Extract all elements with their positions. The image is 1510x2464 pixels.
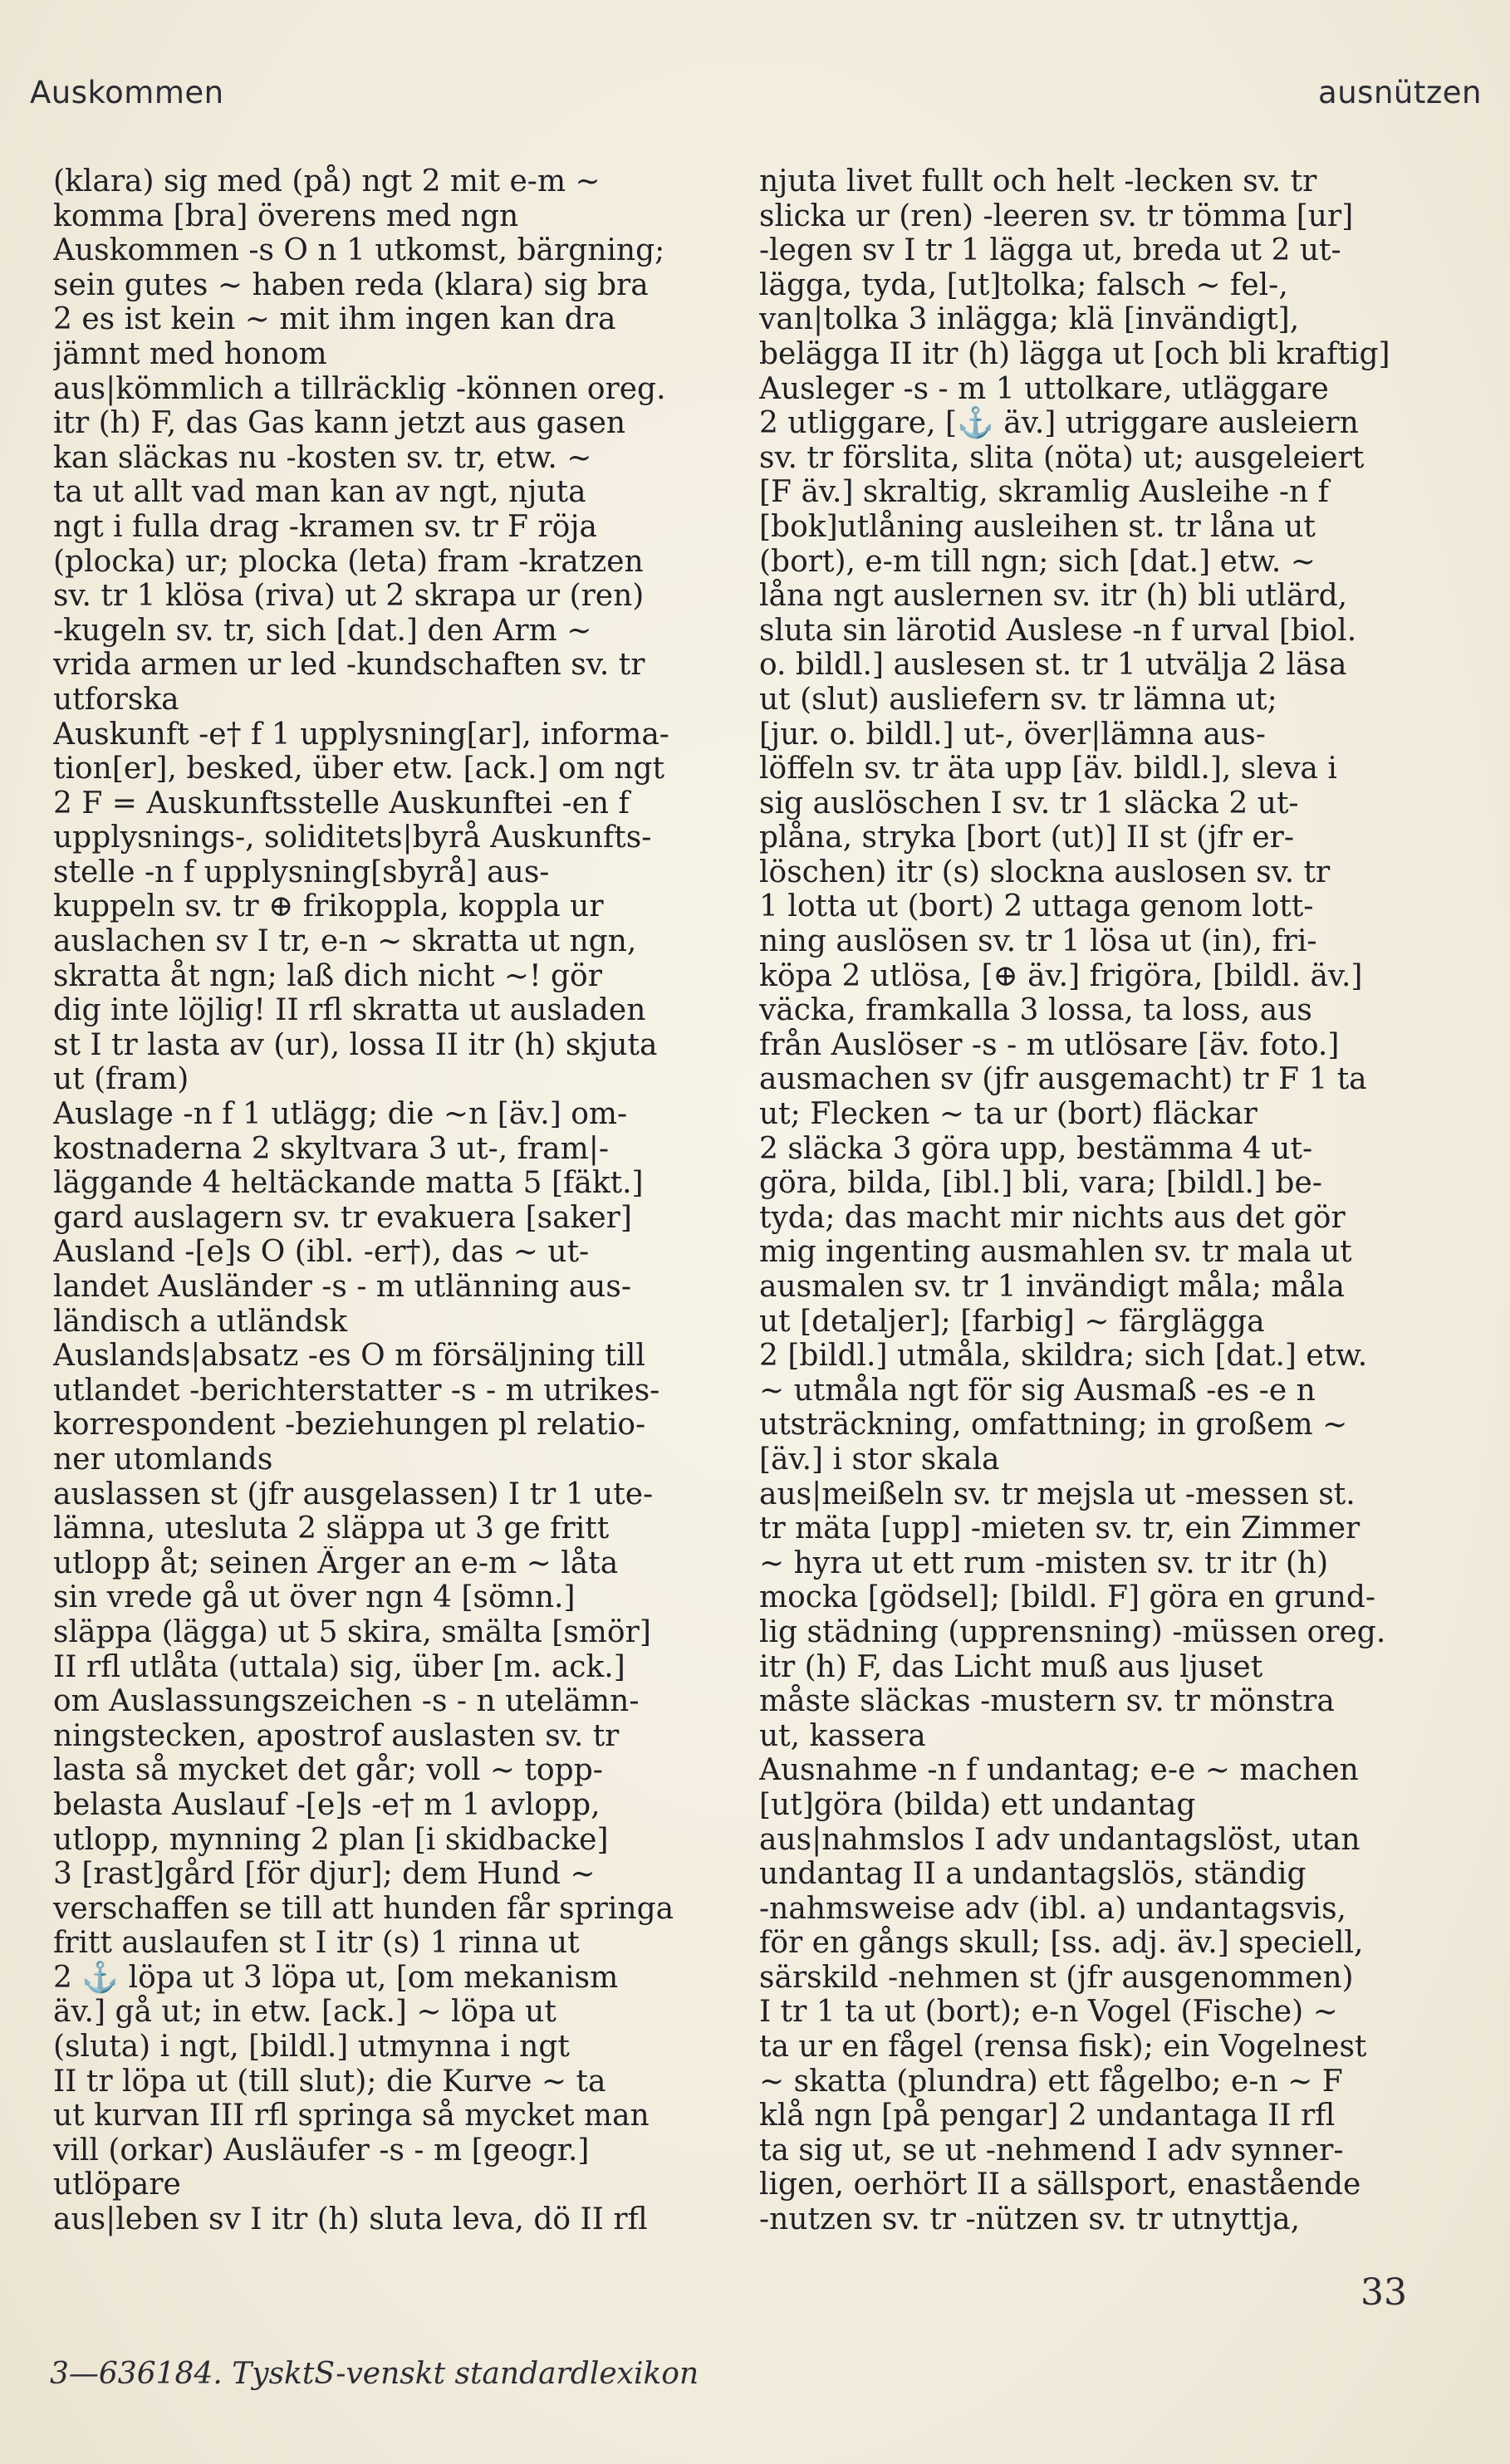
entry-line: 3 [rast]gård [för djur]; dem Hund ~ (53, 1857, 596, 1892)
entry-line: aus|nahmslos I adv undantagslöst, utan (759, 1822, 1360, 1857)
entry-line: ut (slut) ausliefern sv. tr lämna ut; (759, 682, 1277, 717)
entry-line: itr (h) F, das Licht muß aus ljuset (759, 1649, 1263, 1684)
entry-line: vrida armen ur led -kundschaften sv. tr (53, 648, 645, 683)
entry-line: itr (h) F, das Gas kann jetzt aus gasen (53, 406, 626, 441)
entry-line: st I tr lasta av (ur), lossa II itr (h) skjuta (53, 1027, 658, 1062)
entry-line: köpa 2 utlösa, [⊕ äv.] frigöra, [bildl. äv.] (759, 958, 1363, 993)
entry-line: ut, kassera (759, 1718, 926, 1753)
entry-line: ~ hyra ut ett rum -misten sv. tr itr (h) (759, 1546, 1329, 1580)
entry-line: måste släckas -mustern sv. tr mönstra (759, 1684, 1335, 1719)
entry-line: Auslage -n f 1 utlägg; die ~n [äv.] om- (53, 1097, 628, 1132)
entry-line: (bort), e-m till ngn; sich [dat.] etw. ~ (759, 544, 1316, 579)
entry-line: landet Ausländer -s - m utlänning aus- (53, 1270, 631, 1304)
entry-line: ut; Flecken ~ ta ur (bort) fläckar (759, 1097, 1258, 1132)
entry-line: II tr löpa ut (till slut); die Kurve ~ ta (53, 2064, 606, 2099)
entry-line: Auslands|absatz -es O m försäljning till (53, 1339, 645, 1374)
entry-line: ut kurvan III rfl springa så mycket man (53, 2099, 650, 2133)
entry-line: Auskunft -e† f 1 upplysning[ar], informa- (53, 717, 669, 752)
entry-line: aus|meißeln sv. tr mejsla ut -messen st. (759, 1477, 1356, 1511)
entry-line: läggande 4 heltäckande matta 5 [fäkt.] (53, 1166, 644, 1201)
entry-line: gard auslagern sv. tr evakuera [saker] (53, 1200, 632, 1235)
entry-line: [jur. o. bildl.] ut-, över|lämna aus- (759, 717, 1266, 752)
entry-line: ningstecken, apostrof auslasten sv. tr (53, 1718, 620, 1753)
entry-line: ta sig ut, se ut -nehmend I adv synner- (759, 2133, 1344, 2168)
entry-line: ta ur en fågel (rensa fisk); ein Vogelnest (759, 2030, 1367, 2065)
entry-line: korrespondent -beziehungen pl relatio- (53, 1408, 646, 1443)
entry-line: 2 F = Auskunftsstelle Auskunftei -en f (53, 786, 630, 821)
entry-line: dig inte löjlig! II rfl skratta ut ausladen (53, 993, 646, 1028)
entry-line: 2 släcka 3 göra upp, bestämma 4 ut- (759, 1131, 1313, 1166)
entry-line: tion[er], besked, über etw. [ack.] om ngt (53, 752, 664, 786)
entry-line: slicka ur (ren) -leeren sv. tr tömma [ur] (759, 198, 1354, 233)
entry-line: (klara) sig med (på) ngt 2 mit e-m ~ (53, 164, 601, 198)
entry-line: fritt auslaufen st I itr (s) 1 rinna ut (53, 1926, 580, 1961)
entry-line: lasta så mycket det går; voll ~ topp- (53, 1753, 603, 1788)
entry-line: -nutzen sv. tr -nützen sv. tr utnyttja, (759, 2202, 1301, 2237)
entry-line: mig ingenting ausmahlen sv. tr mala ut (759, 1235, 1352, 1270)
entry-line: utlöpare (53, 2168, 181, 2202)
entry-line: utlopp åt; seinen Ärger an e-m ~ låta (53, 1546, 619, 1580)
entry-line: löschen) itr (s) slockna auslosen sv. tr (759, 855, 1331, 889)
entry-line: tyda; das macht mir nichts aus det gör (759, 1200, 1346, 1235)
entry-line: lämna, utesluta 2 släppa ut 3 ge fritt (53, 1511, 610, 1546)
entry-line: aus|kömmlich a tillräcklig -können oreg. (53, 371, 666, 406)
entry-line: om Auslassungszeichen -s - n utelämn- (53, 1684, 640, 1719)
entry-line: ligen, oerhört II a sällsport, enastående (759, 2168, 1361, 2202)
entry-line: 1 lotta ut (bort) 2 uttaga genom lott- (759, 889, 1314, 924)
entry-line: skratta åt ngn; laß dich nicht ~! gör (53, 958, 602, 993)
entry-line: -nahmsweise adv (ibl. a) undantagsvis, (759, 1891, 1346, 1926)
entry-line: ut (fram) (53, 1062, 189, 1097)
entry-line: tr mäta [upp] -mieten sv. tr, ein Zimmer (759, 1511, 1360, 1546)
entry-line: [bok]utlåning ausleihen st. tr låna ut (759, 509, 1316, 544)
running-head-right: ausnützen (1318, 75, 1482, 110)
entry-line: för en gångs skull; [ss. adj. äv.] speciell, (759, 1926, 1364, 1961)
entry-line: ausmalen sv. tr 1 invändigt måla; måla (759, 1270, 1345, 1304)
entry-line: vill (orkar) Ausläufer -s - m [geogr.] (53, 2133, 590, 2168)
entry-line: sluta sin lärotid Auslese -n f urval [biol. (759, 613, 1357, 648)
entry-line: auslachen sv I tr, e-n ~ skratta ut ngn, (53, 924, 637, 959)
entry-line: särskild -nehmen st (jfr ausgenommen) (759, 1960, 1354, 1995)
entry-line: göra, bilda, [ibl.] bli, vara; [bildl.] be- (759, 1166, 1322, 1201)
entry-line: kan släckas nu -kosten sv. tr, etw. ~ (53, 440, 592, 475)
entry-line: -legen sv I tr 1 lägga ut, breda ut 2 ut- (759, 233, 1341, 268)
entry-line: plåna, stryka [bort (ut)] II st (jfr er- (759, 821, 1295, 855)
entry-line: njuta livet fullt och helt -lecken sv. tr (759, 164, 1317, 198)
entry-line: Ausland -[e]s O (ibl. -er†), das ~ ut- (53, 1235, 590, 1270)
entry-line: lägga, tyda, [ut]tolka; falsch ~ fel-, (759, 267, 1288, 302)
entry-line: undantag II a undantagslös, ständig (759, 1857, 1307, 1892)
entry-line: ngt i fulla drag -kramen sv. tr F röja (53, 509, 597, 544)
entry-line: från Auslöser -s - m utlösare [äv. foto.] (759, 1027, 1340, 1062)
entry-line: väcka, framkalla 3 lossa, ta loss, aus (759, 993, 1312, 1028)
entry-line: sig auslöschen I sv. tr 1 släcka 2 ut- (759, 786, 1299, 821)
entry-line: ~ utmåla ngt för sig Ausmaß -es -e n (759, 1373, 1316, 1408)
entry-line: II rfl utlåta (uttala) sig, über [m. ack.] (53, 1649, 625, 1684)
entry-line: [ut]göra (bilda) ett undantag (759, 1787, 1196, 1822)
entry-line: ausmachen sv (jfr ausgemacht) tr F 1 ta (759, 1062, 1367, 1097)
entry-line: löffeln sv. tr äta upp [äv. bildl.], sleva i (759, 752, 1337, 786)
footer-signature: 3—636184. TysktS-venskt standardlexikon (50, 2357, 699, 2391)
entry-line: ländisch a utländsk (53, 1304, 348, 1339)
entry-line: låna ngt auslernen sv. itr (h) bli utlärd, (759, 579, 1348, 614)
entry-line: 2 [bildl.] utmåla, skildra; sich [dat.] etw. (759, 1339, 1368, 1374)
entry-line: ~ skatta (plundra) ett fågelbo; e-n ~ F (759, 2064, 1343, 2099)
entry-line: ta ut allt vad man kan av ngt, njuta (53, 475, 586, 510)
entry-line: [äv.] i stor skala (759, 1442, 1000, 1477)
entry-line: lig städning (upprensning) -müssen oreg. (759, 1614, 1386, 1649)
entry-line: (plocka) ur; plocka (leta) fram -kratzen (53, 544, 644, 579)
entry-line: ning auslösen sv. tr 1 lösa ut (in), fri- (759, 924, 1317, 959)
left-column (53, 164, 718, 2237)
right-column (759, 164, 1459, 2237)
running-head-left: Auskommen (30, 75, 224, 110)
entry-line: klå ngn [på pengar] 2 undantaga II rfl (759, 2099, 1336, 2133)
entry-line: -kugeln sv. tr, sich [dat.] den Arm ~ (53, 613, 592, 648)
entry-line: (sluta) i ngt, [bildl.] utmynna i ngt (53, 2030, 570, 2065)
entry-line: 2 ⚓ löpa ut 3 löpa ut, [om mekanism (53, 1960, 619, 1995)
entry-line: sv. tr 1 klösa (riva) ut 2 skrapa ur (ren) (53, 579, 645, 614)
entry-line: kuppeln sv. tr ⊕ frikoppla, koppla ur (53, 889, 604, 924)
entry-line: utforska (53, 682, 179, 717)
entry-line: verschaffen se till att hunden får springa (53, 1891, 674, 1926)
entry-line: ut [detaljer]; [farbig] ~ färglägga (759, 1304, 1265, 1339)
page-number: 33 (1360, 2271, 1407, 2314)
entry-line: Auskommen -s O n 1 utkomst, bärgning; (53, 233, 665, 268)
entry-line: auslassen st (jfr ausgelassen) I tr 1 ute- (53, 1477, 654, 1511)
entry-line: aus|leben sv I itr (h) sluta leva, dö II rfl (53, 2202, 648, 2237)
entry-line: släppa (lägga) ut 5 skira, smälta [smör] (53, 1614, 651, 1649)
entry-line: Ausnahme -n f undantag; e-e ~ machen (759, 1753, 1359, 1788)
entry-line: ner utomlands (53, 1442, 273, 1477)
entry-line: I tr 1 ta ut (bort); e-n Vogel (Fische) ~ (759, 1995, 1338, 2030)
entry-line: kostnaderna 2 skyltvara 3 ut-, fram|- (53, 1131, 610, 1166)
entry-line: utsträckning, omfattning; in großem ~ (759, 1408, 1348, 1443)
entry-line: o. bildl.] auslesen st. tr 1 utvälja 2 läsa (759, 648, 1347, 683)
entry-line: 2 utliggare, [⚓ äv.] utriggare ausleiern (759, 406, 1359, 441)
entry-line: 2 es ist kein ~ mit ihm ingen kan dra (53, 302, 616, 337)
entry-line: sein gutes ~ haben reda (klara) sig bra (53, 267, 649, 302)
entry-line: jämnt med honom (53, 336, 327, 371)
entry-line: [F äv.] skraltig, skramlig Ausleihe -n f (759, 475, 1329, 510)
entry-line: van|tolka 3 inlägga; klä [invändigt], (759, 302, 1300, 337)
entry-line: mocka [gödsel]; [bildl. F] göra en grund- (759, 1580, 1376, 1615)
entry-line: sv. tr förslita, slita (nöta) ut; ausgeleiert (759, 440, 1365, 475)
entry-line: upplysnings-, soliditets|byrå Auskunfts- (53, 821, 652, 855)
entry-line: belägga II itr (h) lägga ut [och bli kraftig] (759, 336, 1390, 371)
entry-line: utlandet -berichterstatter -s - m utrikes- (53, 1373, 660, 1408)
entry-line: komma [bra] överens med ngn (53, 198, 519, 233)
entry-line: Ausleger -s - m 1 uttolkare, utläggare (759, 371, 1329, 406)
entry-line: sin vrede gå ut över ngn 4 [sömn.] (53, 1580, 576, 1615)
entry-line: stelle -n f upplysning[sbyrå] aus- (53, 855, 550, 889)
entry-line: äv.] gå ut; in etw. [ack.] ~ löpa ut (53, 1995, 556, 2030)
entry-line: utlopp, mynning 2 plan [i skidbacke] (53, 1822, 609, 1857)
entry-line: belasta Auslauf -[e]s -e† m 1 avlopp, (53, 1787, 601, 1822)
